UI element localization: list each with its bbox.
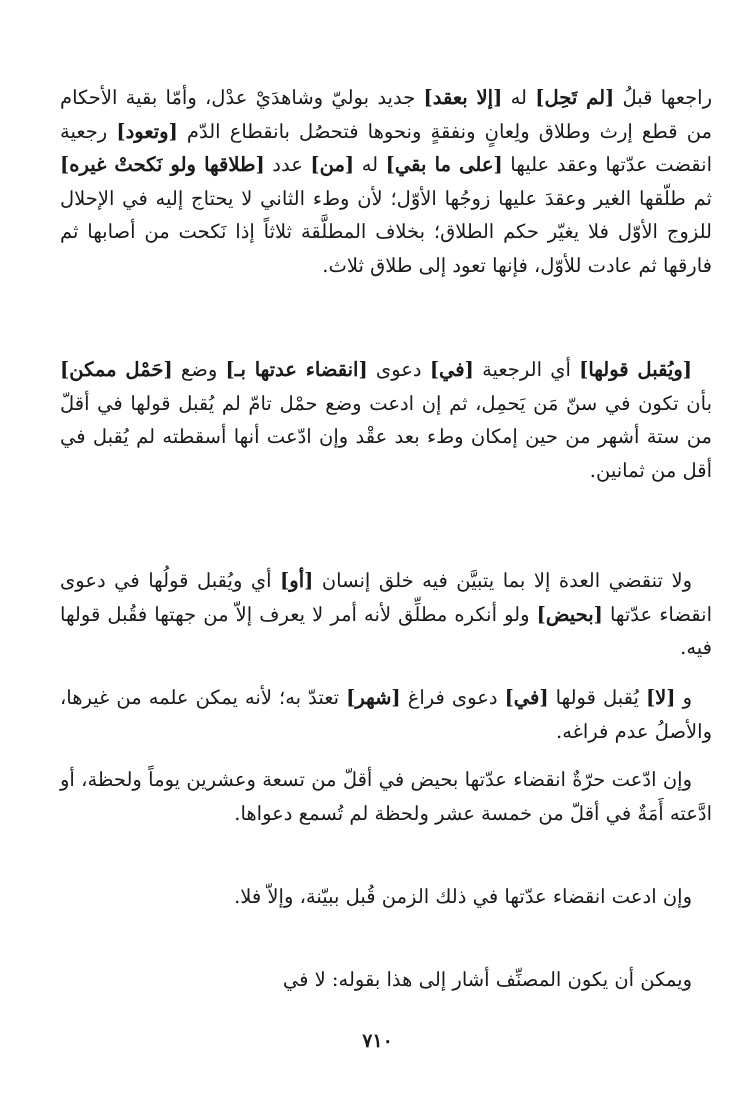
bold-term: [ويُقبل قولها]	[579, 358, 693, 381]
text-segment: رجعية انقضت عدّتها وعقد عليها	[60, 119, 712, 176]
paragraph-3	[60, 564, 712, 665]
text-segment: ويمكن أن يكون المصنِّف أشار إلى هذا بقوله: لا في	[282, 968, 692, 991]
text-segment: عدد	[264, 153, 311, 176]
bold-term: [لا]	[645, 686, 676, 709]
text-segment: وإن ادّعت حرّةٌ انقضاء عدّتها بحيض في أقلّ من تسعة وعشرين يوماً ولحظة، أو ادَّعته أَمَةٌ في أقلّ من خمسة عشر ولحظة لم تُسمع دعواها.	[60, 768, 712, 825]
bold-term: [أو]	[280, 569, 314, 592]
text-segment: دعوى فراغ	[400, 686, 505, 709]
text-segment: بأن تكون في سنّ مَن يَحمِل، ثم إن ادعت وضع حمْل تامّ لم يُقبل قولها في أقلّ من ستة أشهر من حين إمكان وطء بعد عقْد وإن ادّعت أنها أسقطته لم يُقبل في أقل من ثمانين.	[60, 391, 712, 482]
bold-term: [من]	[310, 153, 355, 176]
text-segment: و	[675, 686, 692, 709]
paragraph-1	[60, 81, 712, 282]
paragraph-4	[60, 681, 712, 748]
bold-term: [في]	[504, 686, 549, 709]
bold-term: [شهر]	[346, 686, 401, 709]
text-segment: أي ويُقبل قولُها في دعوى انقضاء عدّتها	[60, 569, 712, 626]
text-segment: راجعها قبلُ	[614, 86, 712, 109]
bold-term: [طلاقها ولو نَكحتْ غيره]	[60, 153, 265, 176]
bold-term: [بحيض]	[536, 602, 603, 626]
text-segment: دعوى	[367, 358, 430, 381]
paragraph-2	[60, 353, 712, 487]
text-segment: وإن ادعت انقضاء عدّتها في ذلك الزمن قُبل ببيّنة، وإلاّ فلا.	[234, 885, 692, 908]
text-segment: ولا تنقضي العدة إلا بما يتبيَّن فيه خلق إنسان	[313, 569, 692, 592]
text-segment: أي الرجعية	[473, 358, 580, 381]
paragraph-5	[60, 763, 712, 830]
bold-term: [وتعود]	[116, 119, 178, 143]
bold-term: [حَمْل ممكن]	[60, 358, 173, 381]
text-segment: جديد بوليّ وشاهدَيْ عدْل، وأمّا بقية الأحكام من قطع إرث وطلاق ولِعانٍ ونفقةٍ ونحوها فتحصُل بانقطاع الدّم	[60, 86, 712, 143]
text-segment: يُقبل قولها	[548, 686, 646, 709]
text-segment: تعتدّ به؛ لأنه يمكن علمه من غيرها، والأصلُ عدم فراغه.	[60, 686, 712, 743]
bold-term: [انقضاء عدتها بـ]	[225, 358, 368, 381]
bold-term: [إلا بعقد]	[423, 86, 503, 109]
paragraph-7	[60, 963, 712, 997]
bold-term: [لم تَحِل]	[535, 86, 615, 109]
text-segment: وضع	[172, 358, 226, 381]
bold-term: [على ما بقي]	[385, 153, 503, 176]
bold-term: [في]	[429, 358, 474, 381]
page-number: ٧١٠	[362, 1030, 393, 1052]
paragraph-6	[60, 880, 712, 914]
text-segment: ثم طلّقها الغير وعقدَ عليها زوجُها الأوّل؛ لأن وطء الثاني لا يحتاج إليه في الإحلال للزوج الأوّل فلا يغيّر حكم الطلاق؛ بخلاف المطلَّقة ثلاثاً إذا نَكحت من أصابها ثم فارقها ثم عادت للأوّل، فإنها تعود إلى طلاق ثلاث.	[60, 186, 712, 277]
text-segment: له	[354, 153, 386, 176]
text-segment: ولو أنكره مطلِّق لأنه أمر لا يعرف إلاّ من جهتها فقُبل قولها فيه.	[60, 602, 712, 659]
text-segment: له	[502, 86, 536, 109]
